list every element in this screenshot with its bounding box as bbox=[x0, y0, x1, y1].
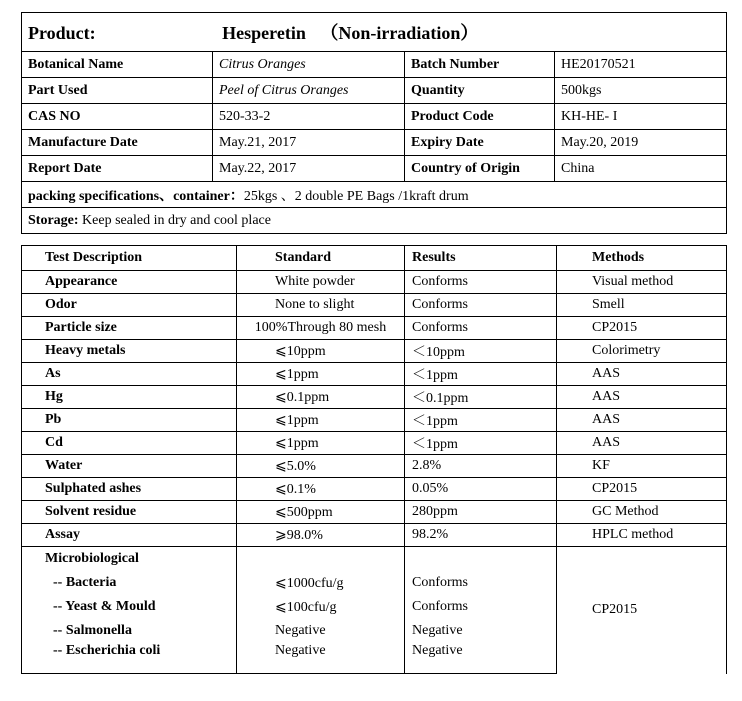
micro-test: -- Bacteria bbox=[22, 571, 237, 595]
test-results-table bbox=[21, 245, 727, 674]
micro-test: -- Escherichia coli bbox=[22, 643, 237, 674]
test-description: Water bbox=[22, 455, 237, 478]
batch-number-value: HE20170521 bbox=[555, 52, 727, 78]
test-description: Odor bbox=[22, 294, 237, 317]
cas-value: 520-33-2 bbox=[213, 104, 405, 130]
packing-cell bbox=[22, 182, 727, 208]
test-result: ＜1ppm bbox=[405, 432, 557, 455]
test-result: 0.05% bbox=[405, 478, 557, 501]
origin-value: China bbox=[555, 156, 727, 182]
test-method: GC Method bbox=[557, 501, 727, 524]
test-standard: ⩽500ppm bbox=[237, 501, 405, 524]
product-code-label: Product Code bbox=[405, 104, 555, 130]
part-used-label: Part Used bbox=[22, 78, 213, 104]
test-result: ＜0.1ppm bbox=[405, 386, 557, 409]
test-description: Assay bbox=[22, 524, 237, 547]
micro-test: -- Salmonella bbox=[22, 619, 237, 643]
test-row bbox=[22, 524, 727, 547]
test-description: Solvent residue bbox=[22, 501, 237, 524]
test-result: Conforms bbox=[405, 271, 557, 294]
header-test-description: Test Description bbox=[22, 246, 237, 271]
quantity-value: 500kgs bbox=[555, 78, 727, 104]
test-result: Conforms bbox=[405, 294, 557, 317]
test-row bbox=[22, 501, 727, 524]
header-methods: Methods bbox=[557, 246, 727, 271]
test-standard: ⩽0.1ppm bbox=[237, 386, 405, 409]
test-result: ＜1ppm bbox=[405, 363, 557, 386]
test-standard: None to slight bbox=[237, 294, 405, 317]
packing-label: packing specifications、container： bbox=[28, 188, 244, 204]
header-standard: Standard bbox=[237, 246, 405, 271]
test-method: AAS bbox=[557, 386, 727, 409]
micro-standard: ⩽1000cfu/g bbox=[237, 571, 405, 595]
manufacture-date-value: May.21, 2017 bbox=[213, 130, 405, 156]
test-method: Visual method bbox=[557, 271, 727, 294]
test-standard: ⩽10ppm bbox=[237, 340, 405, 363]
product-code-value: KH-HE- I bbox=[555, 104, 727, 130]
test-result: 98.2% bbox=[405, 524, 557, 547]
storage-cell bbox=[22, 208, 727, 234]
expiry-date-value: May.20, 2019 bbox=[555, 130, 727, 156]
test-result: ＜1ppm bbox=[405, 409, 557, 432]
test-description: Sulphated ashes bbox=[22, 478, 237, 501]
product-note: （Non-irradiation） bbox=[320, 23, 479, 43]
botanical-name-value: Citrus Oranges bbox=[213, 52, 405, 78]
test-method: Colorimetry bbox=[557, 340, 727, 363]
micro-result: Conforms bbox=[405, 571, 557, 595]
micro-result: Negative bbox=[405, 643, 557, 674]
test-standard: ⩽0.1% bbox=[237, 478, 405, 501]
report-date-label: Report Date bbox=[22, 156, 213, 182]
cas-label: CAS NO bbox=[22, 104, 213, 130]
micro-standard: Negative bbox=[237, 643, 405, 674]
micro-header-row bbox=[22, 547, 727, 572]
test-method: KF bbox=[557, 455, 727, 478]
micro-test: -- Yeast & Mould bbox=[22, 595, 237, 619]
test-method: CP2015 bbox=[557, 317, 727, 340]
test-row bbox=[22, 271, 727, 294]
header-results: Results bbox=[405, 246, 557, 271]
test-description: Cd bbox=[22, 432, 237, 455]
test-description: Particle size bbox=[22, 317, 237, 340]
test-method: AAS bbox=[557, 363, 727, 386]
test-header-row bbox=[22, 246, 727, 271]
test-row bbox=[22, 478, 727, 501]
test-result: 280ppm bbox=[405, 501, 557, 524]
test-description: Pb bbox=[22, 409, 237, 432]
test-method: HPLC method bbox=[557, 524, 727, 547]
test-method: CP2015 bbox=[557, 478, 727, 501]
botanical-name-label: Botanical Name bbox=[22, 52, 213, 78]
manufacture-date-label: Manufacture Date bbox=[22, 130, 213, 156]
part-used-value: Peel of Citrus Oranges bbox=[213, 78, 405, 104]
expiry-date-label: Expiry Date bbox=[405, 130, 555, 156]
batch-number-label: Batch Number bbox=[405, 52, 555, 78]
quantity-label: Quantity bbox=[405, 78, 555, 104]
test-description: As bbox=[22, 363, 237, 386]
test-standard: White powder bbox=[237, 271, 405, 294]
test-method: AAS bbox=[557, 409, 727, 432]
test-standard: ⩽1ppm bbox=[237, 432, 405, 455]
test-row bbox=[22, 386, 727, 409]
microbiological-label: Microbiological bbox=[22, 547, 237, 572]
test-standard: ⩽1ppm bbox=[237, 363, 405, 386]
test-standard: ⩽5.0% bbox=[237, 455, 405, 478]
test-row bbox=[22, 409, 727, 432]
test-row bbox=[22, 363, 727, 386]
test-description: Appearance bbox=[22, 271, 237, 294]
storage-label: Storage: bbox=[28, 212, 79, 228]
test-standard: 100%Through 80 mesh bbox=[237, 317, 405, 340]
test-result: ＜10ppm bbox=[405, 340, 557, 363]
test-row bbox=[22, 432, 727, 455]
test-result: 2.8% bbox=[405, 455, 557, 478]
test-row bbox=[22, 294, 727, 317]
test-description: Heavy metals bbox=[22, 340, 237, 363]
test-row bbox=[22, 317, 727, 340]
packing-value: 25kgs 、2 double PE Bags /1kraft drum bbox=[243, 188, 469, 204]
storage-value: Keep sealed in dry and cool place bbox=[82, 212, 271, 228]
micro-result: Negative bbox=[405, 619, 557, 643]
test-method: AAS bbox=[557, 432, 727, 455]
test-standard: ⩽1ppm bbox=[237, 409, 405, 432]
test-result: Conforms bbox=[405, 317, 557, 340]
test-row bbox=[22, 455, 727, 478]
micro-result: Conforms bbox=[405, 595, 557, 619]
test-description: Hg bbox=[22, 386, 237, 409]
product-name: Hesperetin bbox=[222, 23, 306, 43]
product-label: Product: bbox=[28, 23, 96, 43]
micro-standard: Negative bbox=[237, 619, 405, 643]
origin-label: Country of Origin bbox=[405, 156, 555, 182]
micro-standard: ⩽100cfu/g bbox=[237, 595, 405, 619]
test-standard: ⩾98.0% bbox=[237, 524, 405, 547]
microbiological-method: CP2015 bbox=[557, 547, 727, 674]
product-info-table bbox=[21, 12, 727, 234]
test-method: Smell bbox=[557, 294, 727, 317]
product-title-cell bbox=[22, 13, 727, 52]
test-row bbox=[22, 340, 727, 363]
report-date-value: May.22, 2017 bbox=[213, 156, 405, 182]
